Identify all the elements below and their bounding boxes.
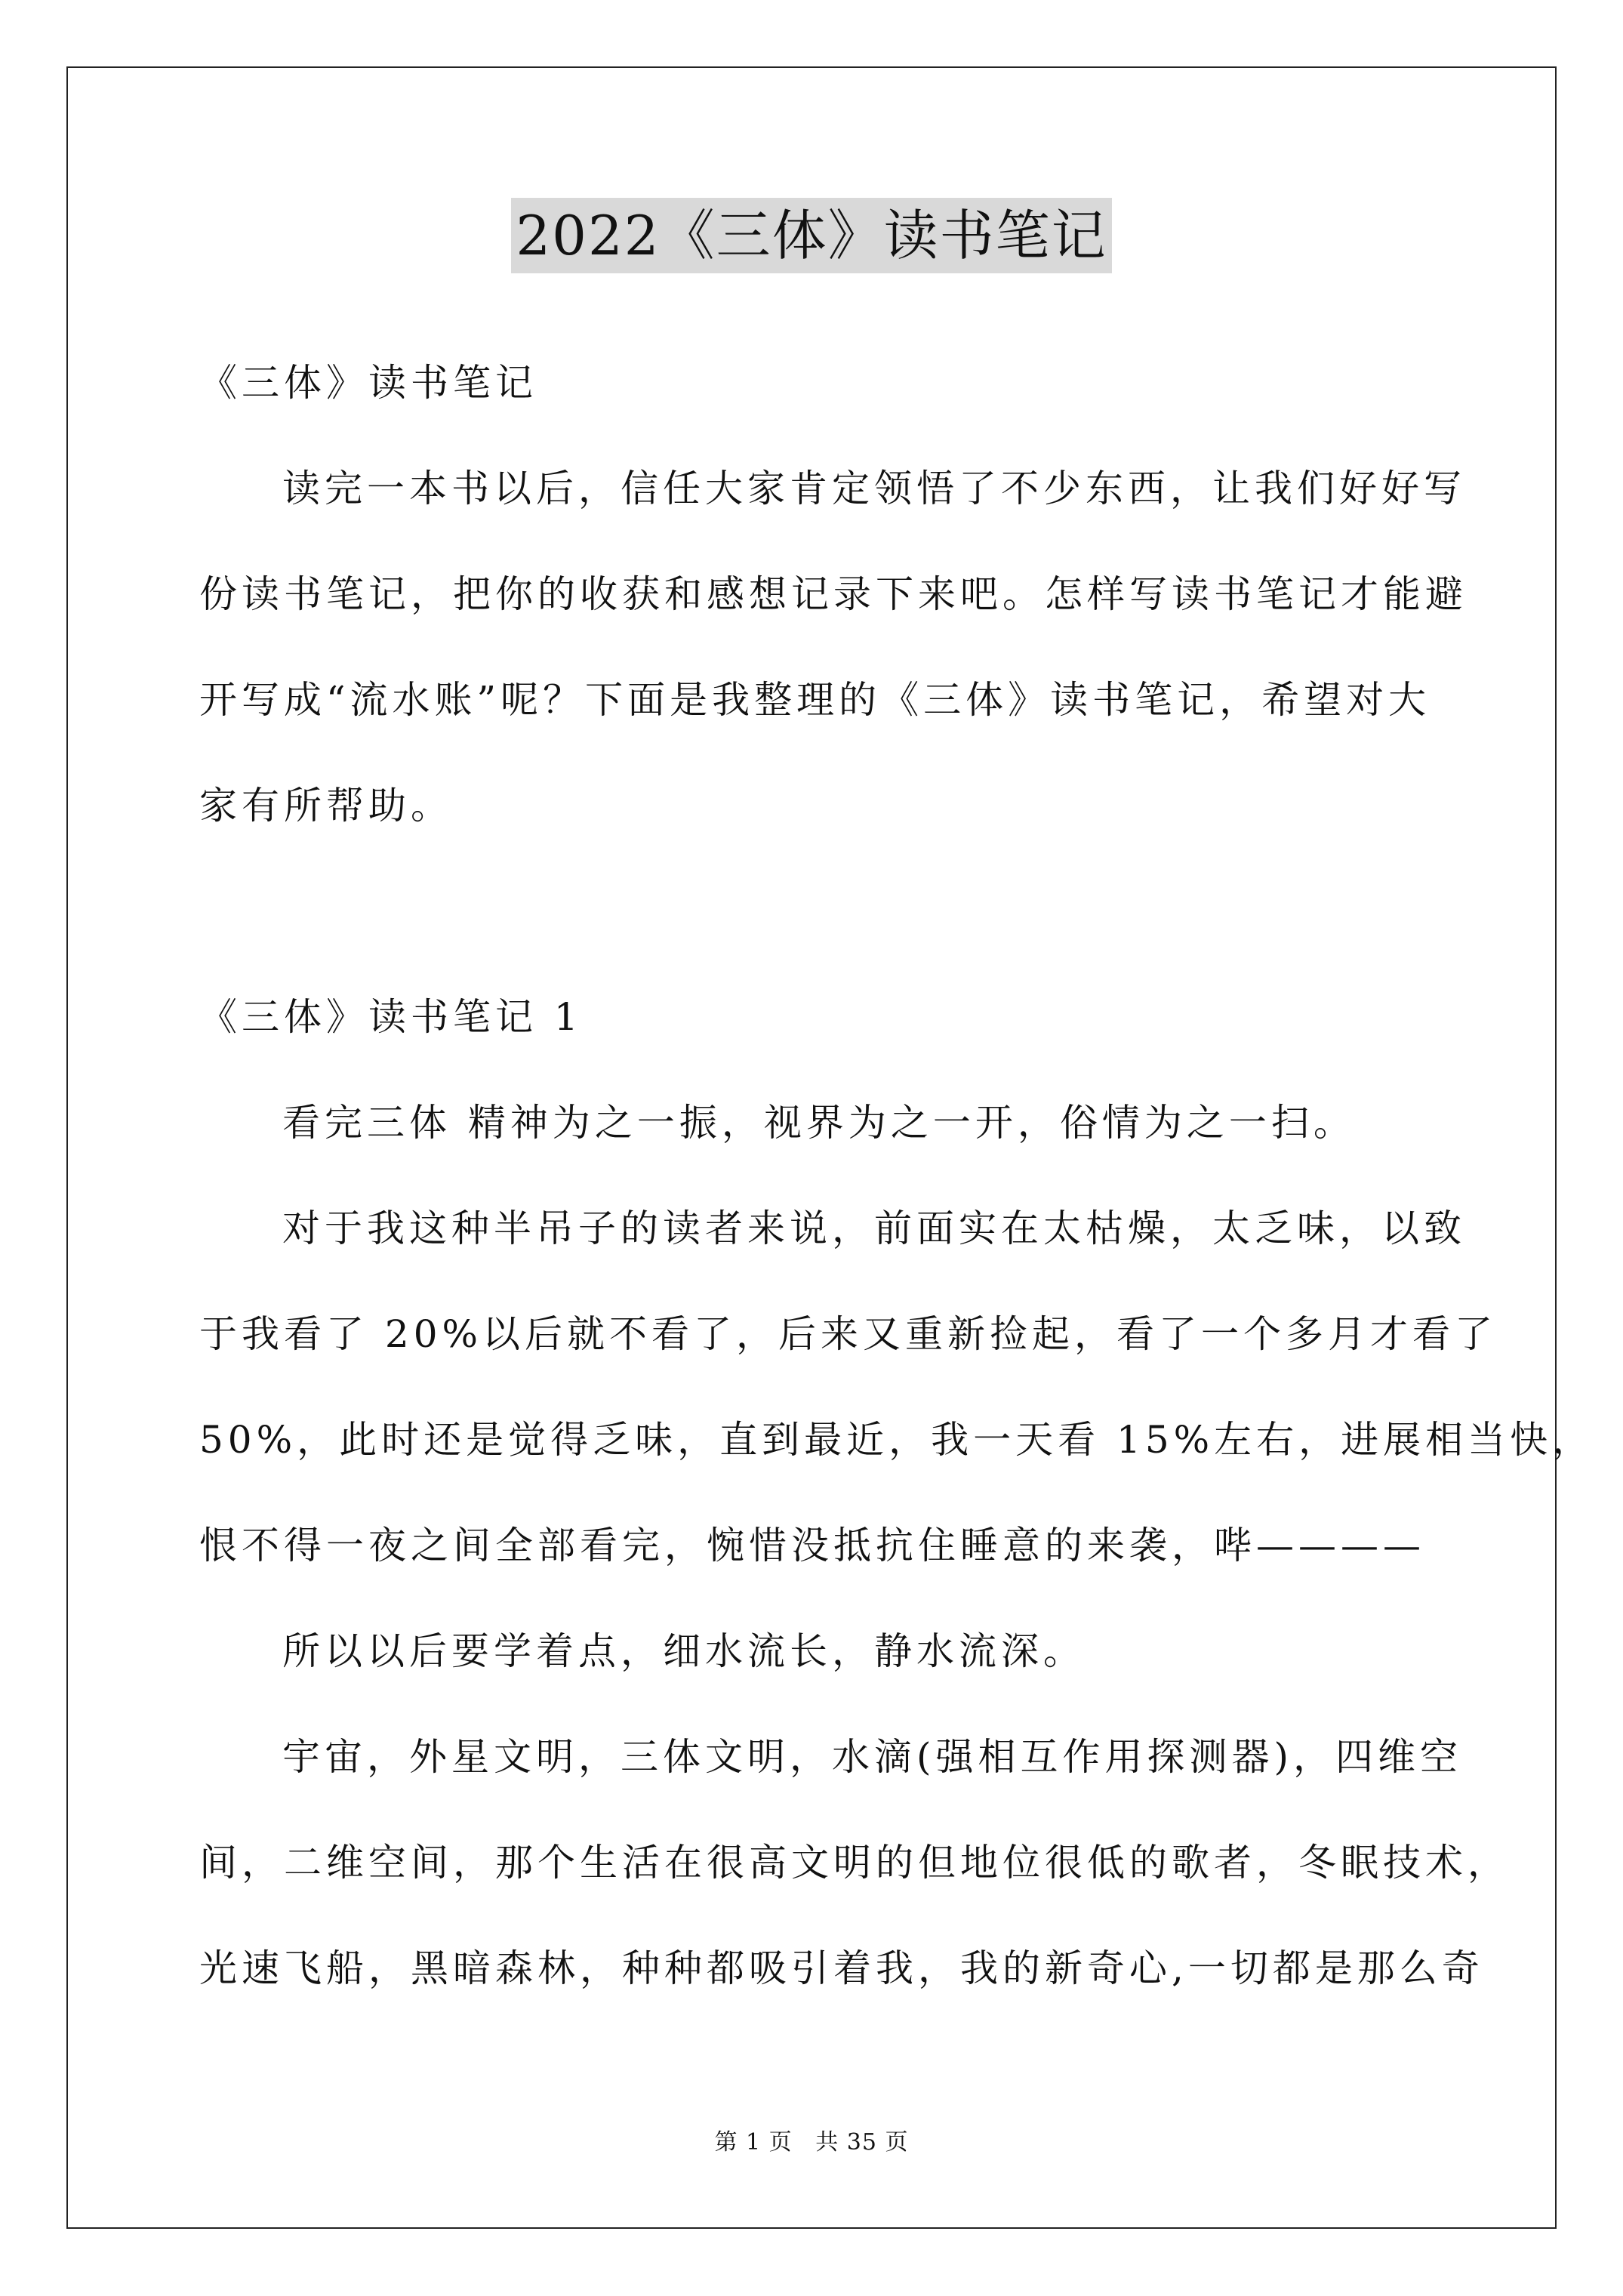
paragraph-line: 看完三体 精神为之一振，视界为之一开，俗情为之一扫。: [282, 1101, 1356, 1145]
section-heading: 《三体》读书笔记 1: [199, 995, 583, 1039]
paragraph-line: 光速飞船，黑暗森林，种种都吸引着我，我的新奇心,一切都是那么奇: [199, 1946, 1484, 1990]
paragraph-line: 开写成“流水账”呢？下面是我整理的《三体》读书笔记，希望对大: [199, 678, 1431, 722]
page-footer: [0, 2128, 1623, 2158]
paragraph-line: 所以以后要学着点，细水流长，静水流深。: [282, 1629, 1086, 1673]
paragraph-line: 于我看了 20%以后就不看了，后来又重新捡起，看了一个多月才看了: [199, 1312, 1498, 1356]
paragraph-line: 对于我这种半吊子的读者来说，前面实在太枯燥，太乏味，以致: [282, 1207, 1466, 1250]
paragraph-line: 间，二维空间，那个生活在很高文明的但地位很低的歌者，冬眠技术，: [199, 1841, 1510, 1885]
paragraph-line: 家有所帮助。: [199, 784, 453, 827]
intro-heading: 《三体》读书笔记: [199, 361, 537, 405]
document-title: 2022《三体》读书笔记: [511, 198, 1111, 273]
title-container: [0, 198, 1623, 273]
paragraph-line: 读完一本书以后，信任大家肯定领悟了不少东西，让我们好好写: [282, 467, 1466, 510]
page-total: 共 35 页: [815, 2129, 909, 2156]
paragraph-line: 宇宙，外星文明，三体文明，水滴(强相互作用探测器)，四维空: [282, 1735, 1463, 1779]
paragraph-line: 50%，此时还是觉得乏味，直到最近，我一天看 15%左右，进展相当快，: [199, 1418, 1595, 1462]
paragraph-line: 恨不得一夜之间全部看完，惋惜没抵抗住睡意的来袭，哔————: [199, 1524, 1425, 1567]
paragraph-line: 份读书笔记，把你的收获和感想记录下来吧。怎样写读书笔记才能避: [199, 572, 1467, 616]
page-number: 第 1 页: [714, 2129, 793, 2156]
